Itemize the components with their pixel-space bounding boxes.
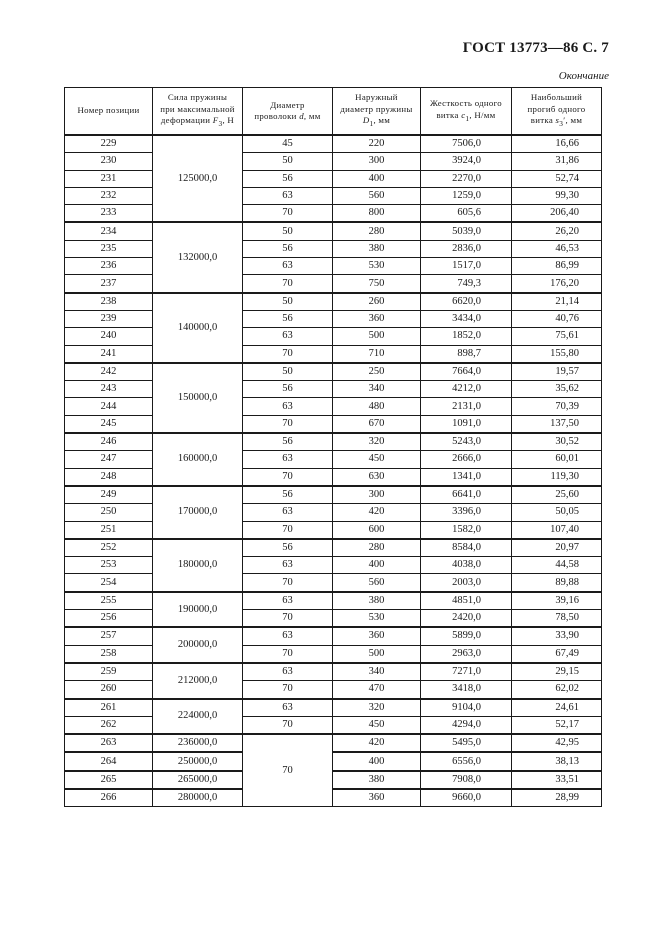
outer-diameter-cell: 500 [333,645,421,663]
coil-stiffness-cell: 1341,0 [421,468,512,486]
max-deflection-cell: 33,90 [512,627,602,645]
outer-diameter-cell: 360 [333,627,421,645]
wire-diameter-cell: 63 [243,557,333,574]
position-number-cell: 243 [65,381,153,398]
table-row [65,504,602,521]
max-deflection-cell: 40,76 [512,310,602,327]
outer-diameter-cell: 320 [333,699,421,717]
wire-diameter-cell: 63 [243,592,333,610]
outer-diameter-cell: 220 [333,135,421,153]
position-number-cell: 244 [65,398,153,415]
max-deflection-cell: 50,05 [512,504,602,521]
outer-diameter-cell: 450 [333,451,421,468]
outer-diameter-cell: 400 [333,557,421,574]
max-deflection-cell: 44,58 [512,557,602,574]
wire-diameter-cell: 70 [243,681,333,699]
outer-diameter-cell: 630 [333,468,421,486]
table-row [65,170,602,187]
outer-diameter-cell: 280 [333,539,421,557]
header-max-deflection: Наибольший прогиб одного витка $s_3'$, мм [512,88,602,136]
coil-stiffness-cell: 898,7 [421,345,512,363]
outer-diameter-cell: 560 [333,574,421,592]
coil-stiffness-cell: 2131,0 [421,398,512,415]
table-row [65,451,602,468]
table-row [65,310,602,327]
table-row [65,468,602,486]
position-number-cell: 262 [65,716,153,734]
position-number-cell: 261 [65,699,153,717]
table-row [65,398,602,415]
table-row [65,433,602,451]
position-number-cell: 231 [65,170,153,187]
position-number-cell: 255 [65,592,153,610]
wire-diameter-cell: 63 [243,398,333,415]
position-number-cell: 240 [65,328,153,345]
coil-stiffness-cell: 5243,0 [421,433,512,451]
outer-diameter-cell: 380 [333,592,421,610]
position-number-cell: 229 [65,135,153,153]
wire-diameter-cell: 63 [243,258,333,275]
max-deflection-cell: 46,53 [512,240,602,257]
position-number-cell: 265 [65,771,153,789]
table-row [65,293,602,311]
coil-stiffness-cell: 1517,0 [421,258,512,275]
outer-diameter-cell: 530 [333,258,421,275]
wire-diameter-cell: 70 [243,574,333,592]
coil-stiffness-cell: 1091,0 [421,415,512,433]
outer-diameter-cell: 380 [333,771,421,789]
table-body [65,135,602,807]
table-row [65,610,602,628]
table-row [65,135,602,153]
coil-stiffness-cell: 1852,0 [421,328,512,345]
position-number-cell: 239 [65,310,153,327]
wire-diameter-cell: 56 [243,539,333,557]
position-number-cell: 257 [65,627,153,645]
wire-diameter-cell: 70 [243,345,333,363]
outer-diameter-cell: 320 [333,433,421,451]
position-number-cell: 258 [65,645,153,663]
position-number-cell: 237 [65,275,153,293]
table-row [65,592,602,610]
table-row [65,645,602,663]
max-deflection-cell: 137,50 [512,415,602,433]
wire-diameter-cell: 50 [243,153,333,170]
position-number-cell: 254 [65,574,153,592]
spring-force-cell: 265000,0 [153,771,243,789]
coil-stiffness-cell: 2666,0 [421,451,512,468]
wire-diameter-cell: 56 [243,381,333,398]
table-row [65,771,602,789]
max-deflection-cell: 89,88 [512,574,602,592]
coil-stiffness-cell: 1259,0 [421,187,512,204]
outer-diameter-cell: 300 [333,486,421,504]
coil-stiffness-cell: 3924,0 [421,153,512,170]
header-wire-diameter: Диаметр проволоки d, мм [243,88,333,136]
spring-force-cell: 160000,0 [153,433,243,486]
table-row [65,205,602,223]
table-row [65,275,602,293]
outer-diameter-cell: 800 [333,205,421,223]
wire-diameter-cell: 56 [243,433,333,451]
wire-diameter-cell: 50 [243,363,333,381]
wire-diameter-cell: 63 [243,627,333,645]
outer-diameter-cell: 750 [333,275,421,293]
coil-stiffness-cell: 5495,0 [421,734,512,752]
outer-diameter-cell: 300 [333,153,421,170]
coil-stiffness-cell: 9660,0 [421,789,512,807]
max-deflection-cell: 62,02 [512,681,602,699]
max-deflection-cell: 78,50 [512,610,602,628]
table-header-row [65,88,602,136]
coil-stiffness-cell: 4851,0 [421,592,512,610]
coil-stiffness-cell: 6620,0 [421,293,512,311]
max-deflection-cell: 176,20 [512,275,602,293]
max-deflection-cell: 99,30 [512,187,602,204]
header-spring-force: Сила пружины при максимальной деформации $F_3$, Н [153,88,243,136]
outer-diameter-cell: 600 [333,521,421,539]
max-deflection-cell: 25,60 [512,486,602,504]
outer-diameter-cell: 260 [333,293,421,311]
max-deflection-cell: 28,99 [512,789,602,807]
table-row [65,627,602,645]
wire-diameter-cell: 70 [243,415,333,433]
spring-force-cell: 180000,0 [153,539,243,592]
position-number-cell: 249 [65,486,153,504]
spring-force-cell: 140000,0 [153,293,243,363]
table-row [65,752,602,770]
max-deflection-cell: 107,40 [512,521,602,539]
coil-stiffness-cell: 5899,0 [421,627,512,645]
outer-diameter-cell: 340 [333,381,421,398]
outer-diameter-cell: 500 [333,328,421,345]
table-row [65,789,602,807]
table-row [65,328,602,345]
max-deflection-cell: 24,61 [512,699,602,717]
position-number-cell: 260 [65,681,153,699]
coil-stiffness-cell: 6641,0 [421,486,512,504]
coil-stiffness-cell: 4212,0 [421,381,512,398]
position-number-cell: 252 [65,539,153,557]
outer-diameter-cell: 420 [333,734,421,752]
table-row [65,240,602,257]
coil-stiffness-cell: 2420,0 [421,610,512,628]
spring-force-cell: 280000,0 [153,789,243,807]
table-row [65,486,602,504]
spring-force-cell: 150000,0 [153,363,243,433]
outer-diameter-cell: 400 [333,752,421,770]
coil-stiffness-cell: 3418,0 [421,681,512,699]
outer-diameter-cell: 280 [333,222,421,240]
max-deflection-cell: 119,30 [512,468,602,486]
wire-diameter-cell: 56 [243,240,333,257]
max-deflection-cell: 206,40 [512,205,602,223]
wire-diameter-cell: 56 [243,486,333,504]
spring-parameters-table [64,87,602,807]
wire-diameter-cell: 70 [243,610,333,628]
spring-force-cell: 250000,0 [153,752,243,770]
outer-diameter-cell: 710 [333,345,421,363]
outer-diameter-cell: 360 [333,789,421,807]
coil-stiffness-cell: 2270,0 [421,170,512,187]
wire-diameter-cell: 63 [243,699,333,717]
max-deflection-cell: 16,66 [512,135,602,153]
outer-diameter-cell: 670 [333,415,421,433]
max-deflection-cell: 38,13 [512,752,602,770]
max-deflection-cell: 29,15 [512,663,602,681]
wire-diameter-cell: 70 [243,275,333,293]
wire-diameter-cell: 70 [243,734,333,807]
position-number-cell: 253 [65,557,153,574]
outer-diameter-cell: 250 [333,363,421,381]
spring-force-cell: 170000,0 [153,486,243,539]
max-deflection-cell: 67,49 [512,645,602,663]
table-row [65,716,602,734]
position-number-cell: 248 [65,468,153,486]
max-deflection-cell: 52,17 [512,716,602,734]
spring-force-cell: 200000,0 [153,627,243,663]
coil-stiffness-cell: 3396,0 [421,504,512,521]
position-number-cell: 250 [65,504,153,521]
header-position-number: Номер позиции [65,88,153,136]
position-number-cell: 259 [65,663,153,681]
outer-diameter-cell: 340 [333,663,421,681]
wire-diameter-cell: 70 [243,521,333,539]
coil-stiffness-cell: 5039,0 [421,222,512,240]
table-row [65,699,602,717]
spring-force-cell: 125000,0 [153,135,243,222]
table-row [65,521,602,539]
outer-diameter-cell: 480 [333,398,421,415]
outer-diameter-cell: 470 [333,681,421,699]
table-row [65,187,602,204]
position-number-cell: 234 [65,222,153,240]
position-number-cell: 235 [65,240,153,257]
max-deflection-cell: 19,57 [512,363,602,381]
max-deflection-cell: 26,20 [512,222,602,240]
table-row [65,381,602,398]
outer-diameter-cell: 420 [333,504,421,521]
coil-stiffness-cell: 2963,0 [421,645,512,663]
coil-stiffness-cell: 8584,0 [421,539,512,557]
max-deflection-cell: 35,62 [512,381,602,398]
max-deflection-cell: 30,52 [512,433,602,451]
coil-stiffness-cell: 605,6 [421,205,512,223]
wire-diameter-cell: 63 [243,504,333,521]
document-title: ГОСТ 13773—86 С. 7 [462,40,609,56]
outer-diameter-cell: 380 [333,240,421,257]
wire-diameter-cell: 70 [243,205,333,223]
table-row [65,153,602,170]
table-row [65,222,602,240]
table-row [65,539,602,557]
wire-diameter-cell: 56 [243,310,333,327]
table-row [65,415,602,433]
outer-diameter-cell: 450 [333,716,421,734]
table-row [65,345,602,363]
max-deflection-cell: 21,14 [512,293,602,311]
table-continuation-label: Окончание [558,70,609,82]
coil-stiffness-cell: 7664,0 [421,363,512,381]
position-number-cell: 247 [65,451,153,468]
table-row [65,557,602,574]
max-deflection-cell: 39,16 [512,592,602,610]
wire-diameter-cell: 56 [243,170,333,187]
wire-diameter-cell: 63 [243,663,333,681]
spring-force-cell: 236000,0 [153,734,243,752]
position-number-cell: 230 [65,153,153,170]
spring-force-cell: 190000,0 [153,592,243,628]
wire-diameter-cell: 70 [243,645,333,663]
max-deflection-cell: 86,99 [512,258,602,275]
position-number-cell: 263 [65,734,153,752]
wire-diameter-cell: 70 [243,716,333,734]
position-number-cell: 236 [65,258,153,275]
max-deflection-cell: 60,01 [512,451,602,468]
spring-force-cell: 132000,0 [153,222,243,292]
table-row [65,663,602,681]
coil-stiffness-cell: 4038,0 [421,557,512,574]
coil-stiffness-cell: 7506,0 [421,135,512,153]
position-number-cell: 266 [65,789,153,807]
coil-stiffness-cell: 6556,0 [421,752,512,770]
position-number-cell: 242 [65,363,153,381]
outer-diameter-cell: 530 [333,610,421,628]
max-deflection-cell: 52,74 [512,170,602,187]
coil-stiffness-cell: 4294,0 [421,716,512,734]
table-row [65,574,602,592]
max-deflection-cell: 70,39 [512,398,602,415]
outer-diameter-cell: 360 [333,310,421,327]
position-number-cell: 238 [65,293,153,311]
position-number-cell: 251 [65,521,153,539]
wire-diameter-cell: 50 [243,293,333,311]
spring-force-cell: 212000,0 [153,663,243,699]
coil-stiffness-cell: 2836,0 [421,240,512,257]
position-number-cell: 256 [65,610,153,628]
coil-stiffness-cell: 7271,0 [421,663,512,681]
position-number-cell: 264 [65,752,153,770]
header-outer-diameter: Наружный диаметр пружины $D_1$, мм [333,88,421,136]
coil-stiffness-cell: 3434,0 [421,310,512,327]
coil-stiffness-cell: 9104,0 [421,699,512,717]
position-number-cell: 241 [65,345,153,363]
wire-diameter-cell: 63 [243,187,333,204]
spring-force-cell: 224000,0 [153,699,243,735]
table-row [65,258,602,275]
max-deflection-cell: 155,80 [512,345,602,363]
coil-stiffness-cell: 1582,0 [421,521,512,539]
table-row [65,363,602,381]
max-deflection-cell: 42,95 [512,734,602,752]
header-coil-stiffness: Жесткость одного витка $c_1$, Н/мм [421,88,512,136]
max-deflection-cell: 75,61 [512,328,602,345]
wire-diameter-cell: 50 [243,222,333,240]
outer-diameter-cell: 400 [333,170,421,187]
coil-stiffness-cell: 749,3 [421,275,512,293]
wire-diameter-cell: 70 [243,468,333,486]
position-number-cell: 245 [65,415,153,433]
outer-diameter-cell: 560 [333,187,421,204]
wire-diameter-cell: 45 [243,135,333,153]
position-number-cell: 233 [65,205,153,223]
position-number-cell: 246 [65,433,153,451]
coil-stiffness-cell: 7908,0 [421,771,512,789]
max-deflection-cell: 33,51 [512,771,602,789]
table-row [65,734,602,752]
wire-diameter-cell: 63 [243,451,333,468]
max-deflection-cell: 20,97 [512,539,602,557]
max-deflection-cell: 31,86 [512,153,602,170]
position-number-cell: 232 [65,187,153,204]
wire-diameter-cell: 63 [243,328,333,345]
coil-stiffness-cell: 2003,0 [421,574,512,592]
table-row [65,681,602,699]
